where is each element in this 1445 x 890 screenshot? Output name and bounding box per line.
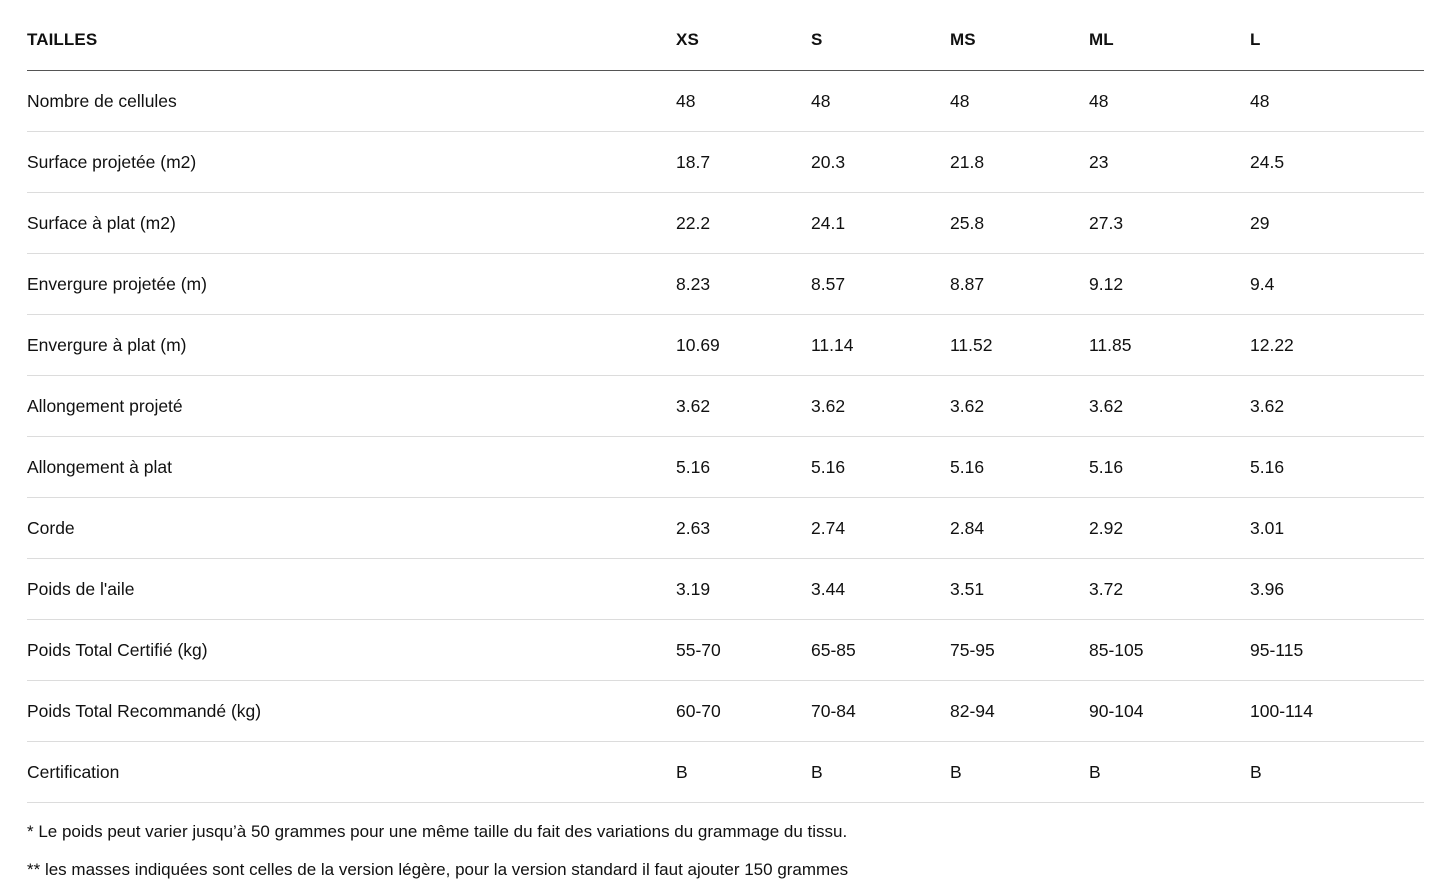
table-cell: 3.62 — [1250, 376, 1424, 437]
table-cell: B — [950, 742, 1089, 803]
table-cell: 29 — [1250, 193, 1424, 254]
row-label: Poids Total Recommandé (kg) — [27, 681, 676, 742]
table-cell: 12.22 — [1250, 315, 1424, 376]
table-cell: 2.92 — [1089, 498, 1250, 559]
table-cell: B — [1250, 742, 1424, 803]
table-cell: 11.85 — [1089, 315, 1250, 376]
table-cell: 3.62 — [1089, 376, 1250, 437]
table-cell: 11.14 — [811, 315, 950, 376]
table-cell: 24.5 — [1250, 132, 1424, 193]
table-cell: 22.2 — [676, 193, 811, 254]
table-cell: 60-70 — [676, 681, 811, 742]
table-cell: 8.23 — [676, 254, 811, 315]
table-cell: 90-104 — [1089, 681, 1250, 742]
table-cell: 48 — [1089, 71, 1250, 132]
table-cell: 3.44 — [811, 559, 950, 620]
table-cell: 10.69 — [676, 315, 811, 376]
table-cell: 20.3 — [811, 132, 950, 193]
table-cell: 100-114 — [1250, 681, 1424, 742]
table-cell: 3.72 — [1089, 559, 1250, 620]
table-cell: 5.16 — [1089, 437, 1250, 498]
row-label: Surface projetée (m2) — [27, 132, 676, 193]
table-row — [27, 315, 1424, 376]
table-row — [27, 498, 1424, 559]
table-row — [27, 559, 1424, 620]
header-size-xs: XS — [676, 10, 811, 71]
row-label: Envergure projetée (m) — [27, 254, 676, 315]
table-row — [27, 132, 1424, 193]
table-cell: 9.4 — [1250, 254, 1424, 315]
table-cell: 65-85 — [811, 620, 950, 681]
table-header — [27, 10, 1424, 71]
row-label: Allongement à plat — [27, 437, 676, 498]
table-cell: 5.16 — [950, 437, 1089, 498]
table-cell: B — [1089, 742, 1250, 803]
header-size-ms: MS — [950, 10, 1089, 71]
table-row — [27, 376, 1424, 437]
header-row — [27, 10, 1424, 71]
table-cell: 3.62 — [950, 376, 1089, 437]
table-cell: 3.01 — [1250, 498, 1424, 559]
table-cell: 3.96 — [1250, 559, 1424, 620]
table-cell: 8.57 — [811, 254, 950, 315]
table-cell: B — [811, 742, 950, 803]
table-row — [27, 254, 1424, 315]
size-spec-table — [27, 10, 1424, 803]
table-cell: 2.74 — [811, 498, 950, 559]
table-cell: 95-115 — [1250, 620, 1424, 681]
table-cell: 55-70 — [676, 620, 811, 681]
table-cell: 75-95 — [950, 620, 1089, 681]
table-cell: 2.63 — [676, 498, 811, 559]
table-row — [27, 193, 1424, 254]
table-row — [27, 71, 1424, 132]
table-cell: 5.16 — [811, 437, 950, 498]
footnote-weight-variation: * Le poids peut varier jusqu’à 50 grammes pour une même taille du fait des variations du grammage du tissu. — [27, 822, 848, 841]
table-cell: 24.1 — [811, 193, 950, 254]
table-cell: 18.7 — [676, 132, 811, 193]
table-cell: 3.19 — [676, 559, 811, 620]
table-cell: 48 — [950, 71, 1089, 132]
row-label: Nombre de cellules — [27, 71, 676, 132]
table-cell: 82-94 — [950, 681, 1089, 742]
table-cell: 5.16 — [1250, 437, 1424, 498]
table-cell: 70-84 — [811, 681, 950, 742]
row-label: Poids de l'aile — [27, 559, 676, 620]
header-label-tailles: TAILLES — [27, 10, 676, 71]
table-cell: 85-105 — [1089, 620, 1250, 681]
table-cell: 21.8 — [950, 132, 1089, 193]
table-cell: 8.87 — [950, 254, 1089, 315]
row-label: Envergure à plat (m) — [27, 315, 676, 376]
row-label: Surface à plat (m2) — [27, 193, 676, 254]
row-label: Corde — [27, 498, 676, 559]
row-label: Certification — [27, 742, 676, 803]
table-row — [27, 620, 1424, 681]
table-cell: 23 — [1089, 132, 1250, 193]
table-cell: 11.52 — [950, 315, 1089, 376]
table-cell: 3.62 — [811, 376, 950, 437]
header-size-s: S — [811, 10, 950, 71]
row-label: Poids Total Certifié (kg) — [27, 620, 676, 681]
header-size-l: L — [1250, 10, 1424, 71]
table-cell: 48 — [676, 71, 811, 132]
table-cell: 2.84 — [950, 498, 1089, 559]
table-cell: 9.12 — [1089, 254, 1250, 315]
table-row — [27, 437, 1424, 498]
header-size-ml: ML — [1089, 10, 1250, 71]
table-row — [27, 742, 1424, 803]
table-cell: B — [676, 742, 811, 803]
table-row — [27, 681, 1424, 742]
footnote-light-version: ** les masses indiquées sont celles de la version légère, pour la version standard il faut ajouter 150 grammes — [27, 860, 849, 879]
table-cell: 3.51 — [950, 559, 1089, 620]
table-cell: 25.8 — [950, 193, 1089, 254]
table-cell: 5.16 — [676, 437, 811, 498]
row-label: Allongement projeté — [27, 376, 676, 437]
table-body — [27, 71, 1424, 803]
table-cell: 3.62 — [676, 376, 811, 437]
table-cell: 48 — [1250, 71, 1424, 132]
table-cell: 27.3 — [1089, 193, 1250, 254]
table-cell: 48 — [811, 71, 950, 132]
footnotes — [27, 813, 848, 889]
